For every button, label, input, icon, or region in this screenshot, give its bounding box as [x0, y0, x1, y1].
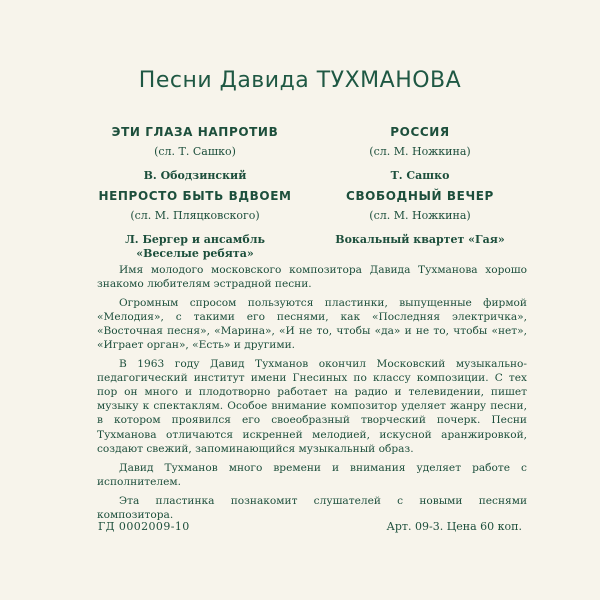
- song-2: [275, 125, 565, 183]
- page-title: Песни Давида ТУХМАНОВА: [138, 68, 462, 93]
- song-title: ЭТИ ГЛАЗА НАПРОТИВ: [111, 125, 279, 139]
- song-lyricist: (сл. Т. Сашко): [154, 145, 236, 158]
- song-title: НЕПРОСТО БЫТЬ ВДВОЕМ: [98, 189, 292, 203]
- catalog-number: ГД 0002009-10: [98, 520, 190, 533]
- liner-notes: [97, 263, 527, 527]
- song-title: РОССИЯ: [390, 125, 450, 139]
- paragraph: В 1963 году Давид Тухманов окончил Московский музыкально-педагогический институт имени Гнесиных по классу композиции. С тех пор он много и плодотворно работает на радио и телевидении, пишет музыку к спектаклям. Особое внимание композитор уделяет жанру песни, в котором проявился его своеобразный творческий почерк. Песни Тухманова отличаются искренней мелодией, искусной аранжировкой, создают свежий, запоминающийся музыкальный образ.: [97, 358, 527, 455]
- song-lyricist: (сл. М. Ножкина): [369, 209, 471, 222]
- song-lyricist: (сл. М. Пляцковского): [130, 209, 260, 222]
- song-lyricist: (сл. М. Ножкина): [369, 145, 471, 158]
- song-performer: Т. Сашко: [390, 169, 450, 182]
- song-performer: Л. Бергер и ансамбль «Веселые ребята»: [125, 233, 265, 260]
- paragraph: Огромным спросом пользуются пластинки, выпущенные фирмой «Мелодия», с такими его песнями, как «Последняя электричка», «Восточная песня», «Марина», «И не то, чтобы «да» и не то, чтобы «нет», «Играет орган», «Есть» и другими.: [97, 297, 527, 352]
- paragraph: Имя молодого московского композитора Давида Тухманова хорошо знакомо любителям эстрадной песни.: [97, 264, 527, 291]
- paragraph: Эта пластинка познакомит слушателей с новыми песнями композитора.: [97, 494, 527, 521]
- song-4: [275, 189, 565, 247]
- song-performer: Вокальный квартет «Гая»: [335, 233, 505, 246]
- price-label: Арт. 09-3. Цена 60 коп.: [386, 520, 522, 533]
- song-performer: В. Ободзинский: [143, 169, 247, 182]
- song-title: СВОБОДНЫЙ ВЕЧЕР: [346, 189, 494, 203]
- paragraph: Давид Тухманов много времени и внимания уделяет работе с исполнителем.: [97, 461, 527, 488]
